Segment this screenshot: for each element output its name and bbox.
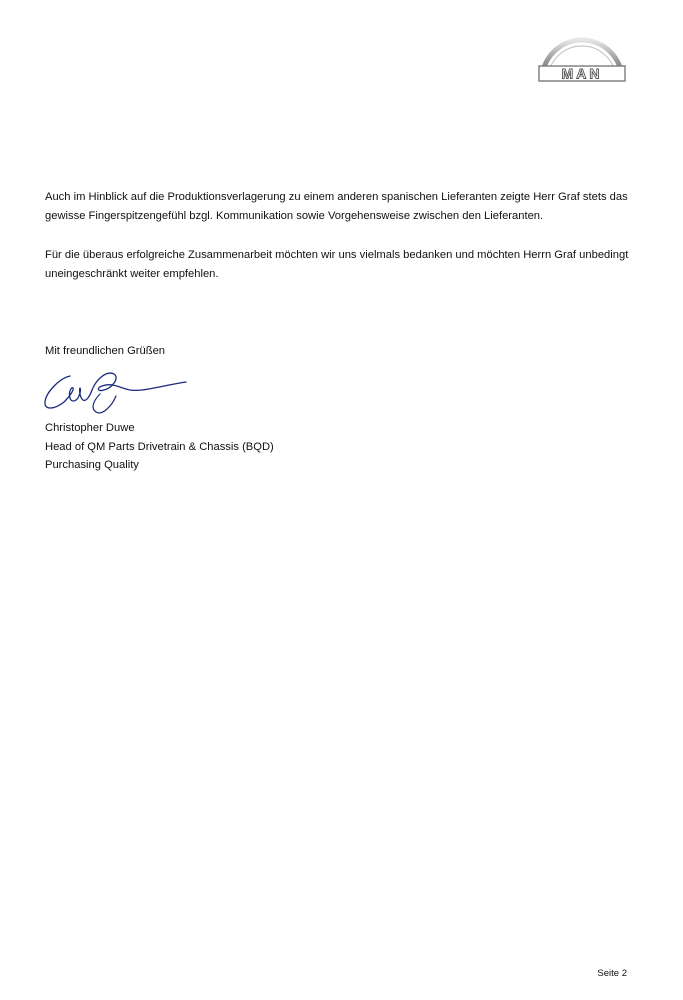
paragraph-line: gewisse Fingerspitzengefühl bzgl. Kommunikation sowie Vorgehensweise zwischen den Lieferanten.	[45, 210, 544, 222]
paragraph-line: Für die überaus erfolgreiche Zusammenarbeit möchten wir uns vielmals bedanken und möchten Herrn Graf unbedingt	[45, 249, 629, 261]
letter-body	[45, 188, 645, 304]
signer-name: Christopher Duwe	[45, 422, 135, 434]
handwritten-signature	[40, 366, 190, 418]
signature-drawing	[40, 366, 190, 418]
closing-greeting: Mit freundlichen Grüßen	[45, 345, 166, 357]
paragraph-production-relocation	[45, 188, 645, 226]
signer-title: Head of QM Parts Drivetrain & Chassis (BQD)	[45, 440, 274, 453]
signer-block	[45, 419, 274, 475]
paragraph-line: Auch im Hinblick auf die Produktionsverlagerung zu einem anderen spanischen Lieferanten zeigte Herr Graf stets das	[45, 191, 628, 203]
man-logo-graphic	[536, 30, 628, 84]
logo-text: MAN	[561, 65, 603, 82]
page-number: Seite 2	[597, 968, 627, 979]
paragraph-line: uneingeschränkt weiter empfehlen.	[45, 268, 219, 280]
paragraph-recommendation	[45, 246, 645, 284]
signer-department: Purchasing Quality	[45, 459, 139, 471]
man-logo	[536, 30, 628, 84]
